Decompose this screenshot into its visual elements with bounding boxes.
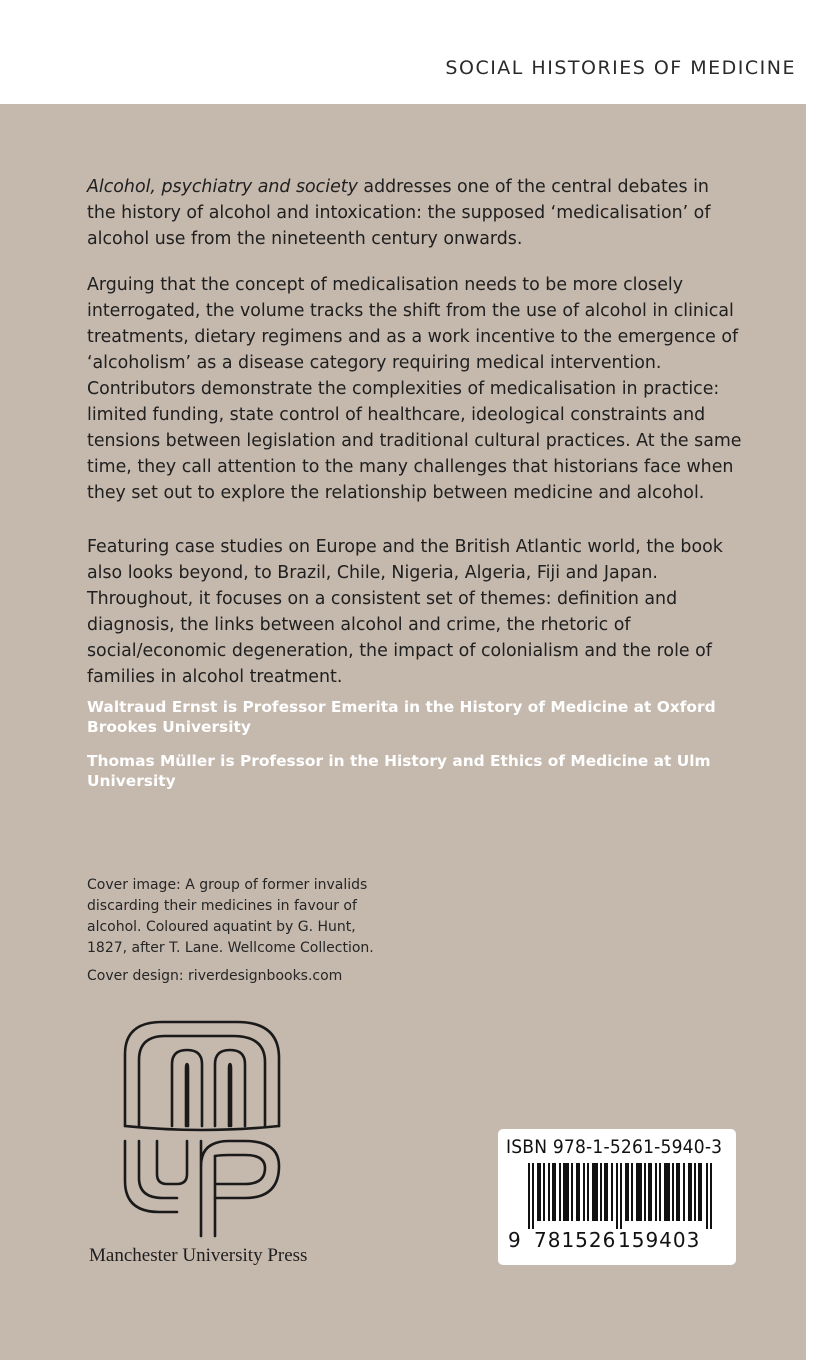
blurb-paragraph-3	[87, 534, 742, 690]
cover-image-credit: Cover image: A group of former invalids discarding their medicines in favour of alcohol. Coloured aquatint by G. Hunt, 1827, after T. Lane. Wellcome Collection.	[87, 877, 374, 956]
blurb-paragraph-1-text: addresses one of the central debates in the history of alcohol and intoxication: the supposed ‘medicalisation’ of alcohol use from the nineteenth century onwards.	[87, 177, 711, 249]
ean-right-digits: 159403	[618, 1228, 701, 1252]
ean-left-digits: 781526	[534, 1228, 617, 1252]
isbn-label: ISBN 978-1-5261-5940-3	[506, 1136, 723, 1158]
editor-bio-muller: Thomas Müller is Professor in the History and Ethics of Medicine at Ulm University	[87, 752, 711, 790]
ean-lead-digit: 9	[508, 1228, 521, 1252]
mup-monogram-logo	[117, 1016, 287, 1242]
blurb-paragraph-2-text: Arguing that the concept of medicalisation needs to be more closely interrogated, the volume tracks the shift from the use of alcohol in clinical treatments, dietary regimens and as a work incentive to the emergence of ‘alcoholism’ as a disease category requiring medical intervention. Contributors demonstrate the complexities of medicalisation in practice: limited funding, state control of healthcare, ideological constraints and tensions between legislation and traditional cultural practices. At the same time, they call attention to the many challenges that historians face when they set out to explore the relationship between medicine and alcohol.	[87, 275, 742, 503]
series-title: SOCIAL HISTORIES OF MEDICINE	[445, 57, 796, 79]
isbn-barcode-box	[498, 1129, 736, 1265]
publisher-name: Manchester University Press	[89, 1245, 308, 1266]
barcode-bars	[528, 1163, 712, 1229]
blurb-paragraph-2	[87, 272, 742, 506]
blurb-paragraph-3-text: Featuring case studies on Europe and the British Atlantic world, the book also looks beyond, to Brazil, Chile, Nigeria, Algeria, Fiji and Japan. Throughout, it focuses on a consistent set of themes: definition and diagnosis, the links between alcohol and crime, the rhetoric of social/economic degeneration, the impact of colonialism and the role of families in alcohol treatment.	[87, 537, 723, 687]
book-title-italic: Alcohol, psychiatry and society	[87, 177, 358, 197]
editor-bio-ernst: Waltraud Ernst is Professor Emerita in the History of Medicine at Oxford Brookes University	[87, 698, 716, 736]
blurb-paragraph-1	[87, 174, 742, 252]
cover-design-credit: Cover design: riverdesignbooks.com	[87, 968, 343, 984]
